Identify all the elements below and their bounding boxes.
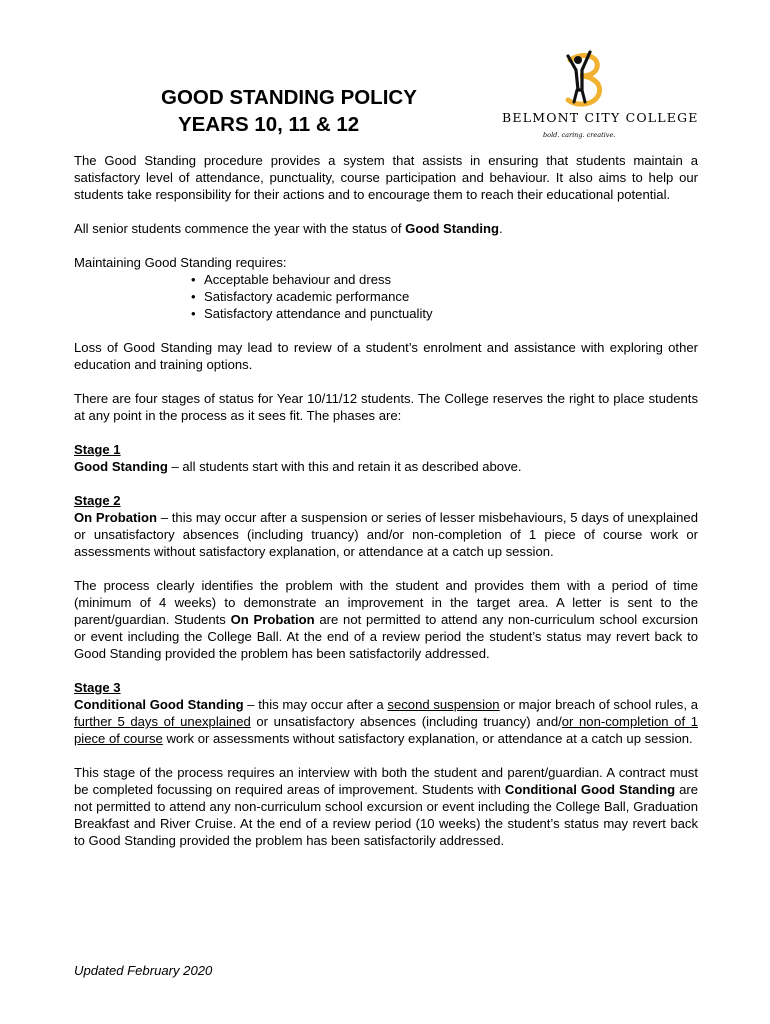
stage3-process: This stage of the process requires an interview with both the student and parent/guardian. A contract must be completed focussing on required areas of improvement. Students with Conditional Good Standing are not permitted to attend any non-curriculum school excursion or event including the College Ball, Graduation Breakfast and River Cruise. At the end of a review period (10 weeks) the student’s status may revert back to Good Standing provided the problem has been satisfactorily addressed. [74,765,699,848]
college-logo [498,46,699,144]
page-subtitle: YEARS 10, 11 & 12 [178,113,360,136]
list-item: • Satisfactory attendance and punctuality [190,305,698,322]
good-standing-term: Good Standing [405,221,499,236]
stages-paragraph: There are four stages of status for Year 10/11/12 students. The College reserves the right to place students at any point in the process as it sees fit. The phases are: [74,391,698,423]
requires-label: Maintaining Good Standing requires: [74,255,287,270]
stage2-heading: Stage 2 [74,493,121,508]
loss-paragraph: Loss of Good Standing may lead to review of a student’s enrolment and assistance with exploring other education and training options. [74,340,698,372]
stage2-text: On Probation – this may occur after a suspension or series of lesser misbehaviours, 5 days of unexplained or unsatisfactory absences (including truancy) and/or non-completion of 1 piece of course work or assessments without satisfactory explanation, or attendance at a catch up session. [74,510,698,559]
stage1-heading: Stage 1 [74,442,121,457]
status-paragraph: All senior students commence the year with the status of Good Standing. [74,221,503,236]
policy-body [74,152,698,849]
college-tagline: bold. caring. creative. [543,131,616,139]
requirements-list [74,271,698,322]
stage3-heading: Stage 3 [74,680,121,695]
stage3-text: Conditional Good Standing – this may occur after a second suspension or major breach of school rules, a further 5 days of unexplained or unsatisfactory absences (including truancy) and/or non-completion of 1 piece of course work or assessments without satisfactory explanation, or attendance at a catch up session. [74,697,698,746]
list-item: • Satisfactory academic performance [190,288,698,305]
stage2-process: The process clearly identifies the problem with the student and provides them with a period of time (minimum of 4 weeks) to demonstrate an improvement in the target area. A letter is sent to the parent/guardian. Students On Probation are not permitted to attend any non-curriculum school excursion or event including the College Ball. At the end of a review period the student’s status may revert back to Good Standing provided the problem has been satisfactorily addressed. [74,578,698,661]
updated-date: Updated February 2020 [74,963,213,978]
list-item: • Acceptable behaviour and dress [190,271,698,288]
college-name: BELMONT CITY COLLEGE [502,110,699,125]
figure-logo-icon [498,46,658,108]
stage1-text: Good Standing – all students start with this and retain it as described above. [74,459,522,474]
intro-paragraph: The Good Standing procedure provides a system that assists in ensuring that students maintain a satisfactory level of attendance, punctuality, course participation and behaviour. It also aims to help our students take responsibility for their actions and to encourage them to reach their educational potential. [74,153,698,202]
page-title: GOOD STANDING POLICY [161,86,417,109]
